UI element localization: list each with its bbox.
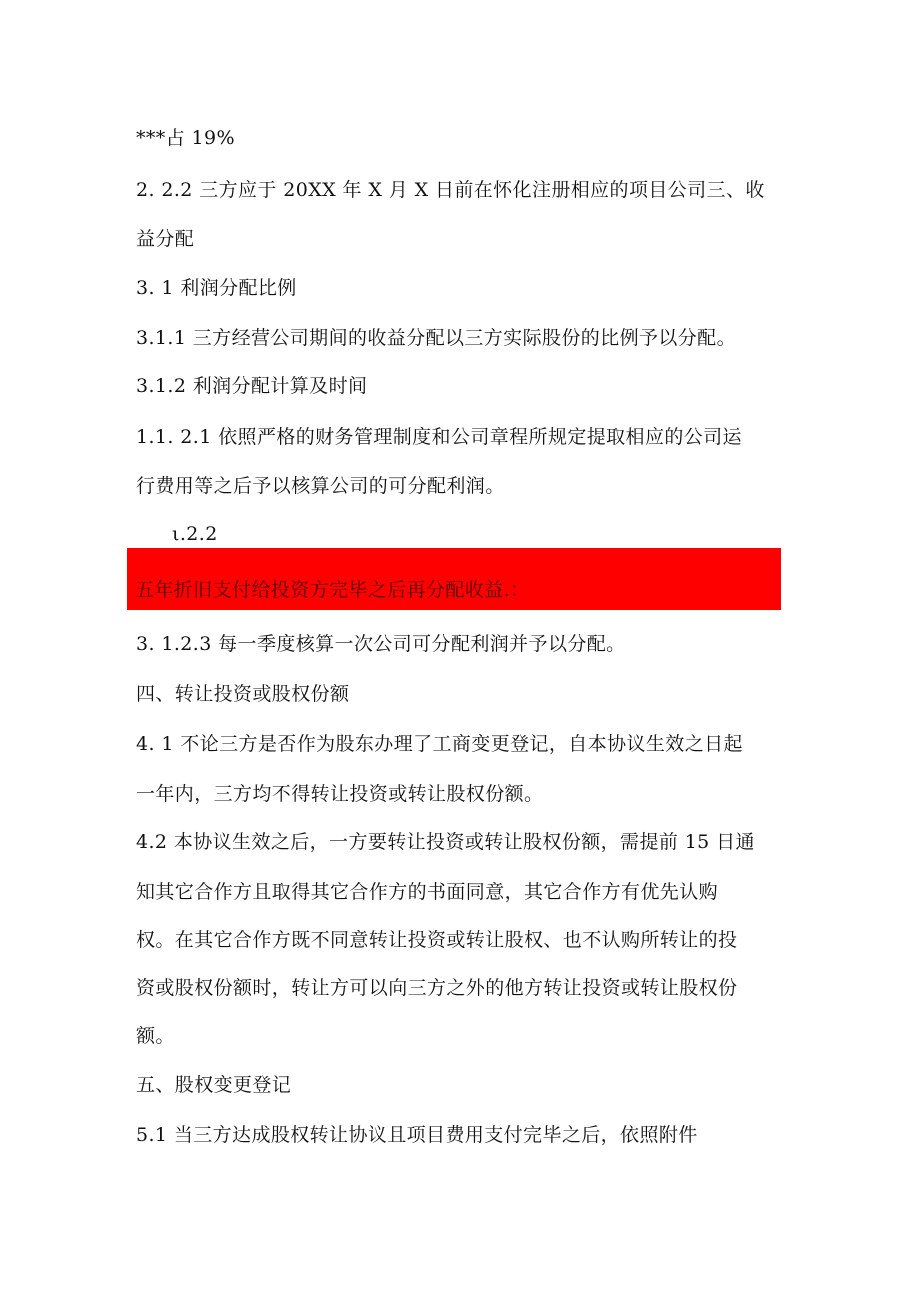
text-line: 权。在其它合作方既不同意转让投资或转让股权、也不认购所转让的投 [136,929,738,951]
text-line: ***占 19% [136,127,235,149]
text-line: 4. 1 不论三方是否作为股东办理了工商变更登记，自本协议生效之日起 [136,733,743,755]
section-heading: 四、转让投资或股权份额 [136,683,350,705]
text-line: 4.2 本协议生效之后，一方要转让投资或转让股权份额，需提前 15 日通 [136,831,755,853]
text-line: 益分配 [136,228,195,250]
text-line: ι.2.2 [172,523,218,545]
text-line: 资或股权份额时，转让方可以向三方之外的他方转让投资或转让股权份 [136,977,738,999]
section-heading: 五、股权变更登记 [136,1074,292,1096]
text-line: 3. 1.2.3 每一季度核算一次公司可分配利润并予以分配。 [136,633,626,655]
section-heading: 3. 1 利润分配比例 [136,277,297,299]
section-heading: 3.1.2 利润分配计算及时间 [136,375,368,397]
highlighted-text: 五年折旧支付给投资方完毕之后再分配收益.： [135,579,530,601]
text-line: 1.1. 2.1 依照严格的财务管理制度和公司章程所规定提取相应的公司运 [136,426,742,448]
highlighted-text-block [127,548,781,610]
text-line: 5.1 当三方达成股权转让协议且项目费用支付完毕之后，依照附件 [136,1124,698,1146]
text-line: 行费用等之后予以核算公司的可分配利润。 [136,475,505,497]
text-line: 一年内，三方均不得转让投资或转让股权份额。 [136,783,544,805]
text-line: 2. 2.2 三方应于 20XX 年 X 月 X 日前在怀化注册相应的项目公司三、收 [136,179,765,201]
text-line: 知其它合作方且取得其它合作方的书面同意，其它合作方有优先认购 [136,881,719,903]
text-line: 额。 [136,1025,175,1047]
text-line: 3.1.1 三方经营公司期间的收益分配以三方实际股份的比例予以分配。 [136,327,736,349]
